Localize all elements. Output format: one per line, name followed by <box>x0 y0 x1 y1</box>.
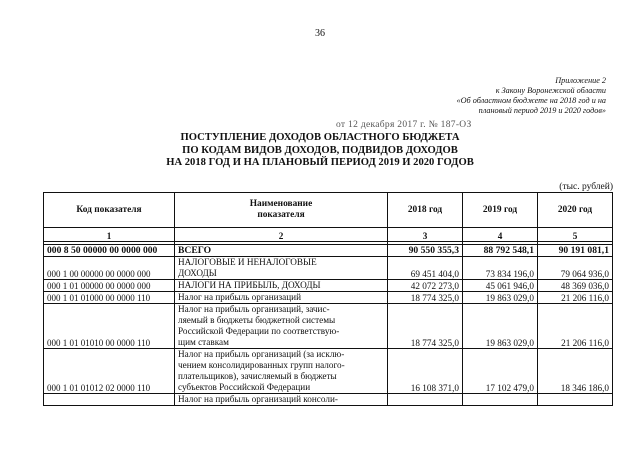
row-code: 000 1 01 01000 00 0000 110 <box>44 292 175 304</box>
row-name <box>175 245 388 257</box>
appendix-line: «Об областном бюджете на 2018 год и на <box>456 96 606 105</box>
table-header-row <box>44 193 613 228</box>
row-name <box>175 292 388 304</box>
row-value-2019: 19 863 029,0 <box>463 292 538 304</box>
row-name <box>175 394 388 406</box>
row-value-2020 <box>538 394 613 406</box>
header-name <box>175 193 388 228</box>
row-value-2019: 73 834 196,0 <box>463 257 538 280</box>
units-note: (тыс. рублей) <box>559 182 613 192</box>
row-name-line: ляемый в бюджеты бюджетной системы <box>178 315 336 325</box>
row-value-2019: 19 863 029,0 <box>463 304 538 349</box>
header-name-line: Наименование <box>249 199 313 209</box>
row-name-line: НАЛОГОВЫЕ И НЕНАЛОГОВЫЕ <box>178 257 317 267</box>
row-value-2019 <box>463 394 538 406</box>
row-name-line: ДОХОДЫ <box>178 268 217 278</box>
row-name <box>175 280 388 292</box>
table-row <box>44 257 613 280</box>
table-row <box>44 349 613 394</box>
header-code: Код показателя <box>44 193 175 228</box>
row-name-line: щим ставкам <box>178 337 229 347</box>
page-number: 36 <box>315 28 325 39</box>
appendix-line: плановый период 2019 и 2020 годов» <box>478 106 606 115</box>
row-name-line: субъектов Российской Федерации <box>178 382 311 392</box>
title-line: ПО КОДАМ ВИДОВ ДОХОДОВ, ПОДВИДОВ ДОХОДОВ <box>182 144 458 156</box>
row-name <box>175 304 388 349</box>
header-2020: 2020 год <box>538 193 613 228</box>
row-value-2020: 90 191 081,1 <box>538 245 613 257</box>
table-row <box>44 394 613 406</box>
adoption-stamp: от 12 декабря 2017 г. № 187-ОЗ <box>336 120 472 130</box>
appendix-line: Приложение 2 <box>555 76 606 85</box>
column-index: 3 <box>388 228 463 242</box>
row-value-2018: 42 072 273,0 <box>388 280 463 292</box>
table-row <box>44 292 613 304</box>
row-value-2020: 21 206 116,0 <box>538 292 613 304</box>
row-name-line: Налог на прибыль организаций консоли- <box>178 394 338 404</box>
row-code: 000 1 00 00000 00 0000 000 <box>44 257 175 280</box>
table-row <box>44 304 613 349</box>
row-value-2020: 48 369 036,0 <box>538 280 613 292</box>
title-line: НА 2018 ГОД И НА ПЛАНОВЫЙ ПЕРИОД 2019 И 2020 ГОДОВ <box>166 157 474 168</box>
column-index: 2 <box>175 228 388 242</box>
title-line: ПОСТУПЛЕНИЕ ДОХОДОВ ОБЛАСТНОГО БЮДЖЕТА <box>180 132 460 143</box>
column-index: 5 <box>538 228 613 242</box>
header-name-line: показателя <box>257 210 305 220</box>
row-name <box>175 257 388 280</box>
row-name-line: Налог на прибыль организаций <box>178 292 301 302</box>
row-value-2018: 69 451 404,0 <box>388 257 463 280</box>
row-name-line: ВСЕГО <box>178 245 212 256</box>
row-name-line: Российской Федерации по соответствую- <box>178 326 340 336</box>
row-value-2018: 90 550 355,3 <box>388 245 463 257</box>
table-row <box>44 245 613 257</box>
column-index-row <box>44 228 613 242</box>
row-code: 000 1 01 01012 02 0000 110 <box>44 349 175 394</box>
appendix-note <box>366 76 606 116</box>
row-code: 000 1 01 01010 00 0000 110 <box>44 304 175 349</box>
column-index: 4 <box>463 228 538 242</box>
row-name-line: чением консолидированных групп налого- <box>178 360 345 370</box>
row-code <box>44 394 175 406</box>
row-value-2020: 18 346 186,0 <box>538 349 613 394</box>
row-code: 000 8 50 00000 00 0000 000 <box>44 245 175 257</box>
row-name-line: НАЛОГИ НА ПРИБЫЛЬ, ДОХОДЫ <box>178 280 321 290</box>
row-name-line: Налог на прибыль организаций (за исклю- <box>178 349 345 359</box>
row-name <box>175 349 388 394</box>
revenue-table <box>43 192 613 406</box>
document-title <box>0 132 640 170</box>
row-value-2018: 18 774 325,0 <box>388 292 463 304</box>
row-value-2019: 45 061 946,0 <box>463 280 538 292</box>
row-value-2020: 79 064 936,0 <box>538 257 613 280</box>
row-name-line: плательщиков), зачисляемый в бюджеты <box>178 371 337 381</box>
row-value-2019: 88 792 548,1 <box>463 245 538 257</box>
appendix-line: к Закону Воронежской области <box>495 86 606 95</box>
table-row <box>44 280 613 292</box>
column-index: 1 <box>44 228 175 242</box>
header-2018: 2018 год <box>388 193 463 228</box>
header-2019: 2019 год <box>463 193 538 228</box>
row-value-2020: 21 206 116,0 <box>538 304 613 349</box>
row-name-line: Налог на прибыль организаций, зачис- <box>178 304 330 314</box>
row-value-2018: 16 108 371,0 <box>388 349 463 394</box>
row-value-2018 <box>388 394 463 406</box>
row-value-2019: 17 102 479,0 <box>463 349 538 394</box>
row-code: 000 1 01 00000 00 0000 000 <box>44 280 175 292</box>
row-value-2018: 18 774 325,0 <box>388 304 463 349</box>
